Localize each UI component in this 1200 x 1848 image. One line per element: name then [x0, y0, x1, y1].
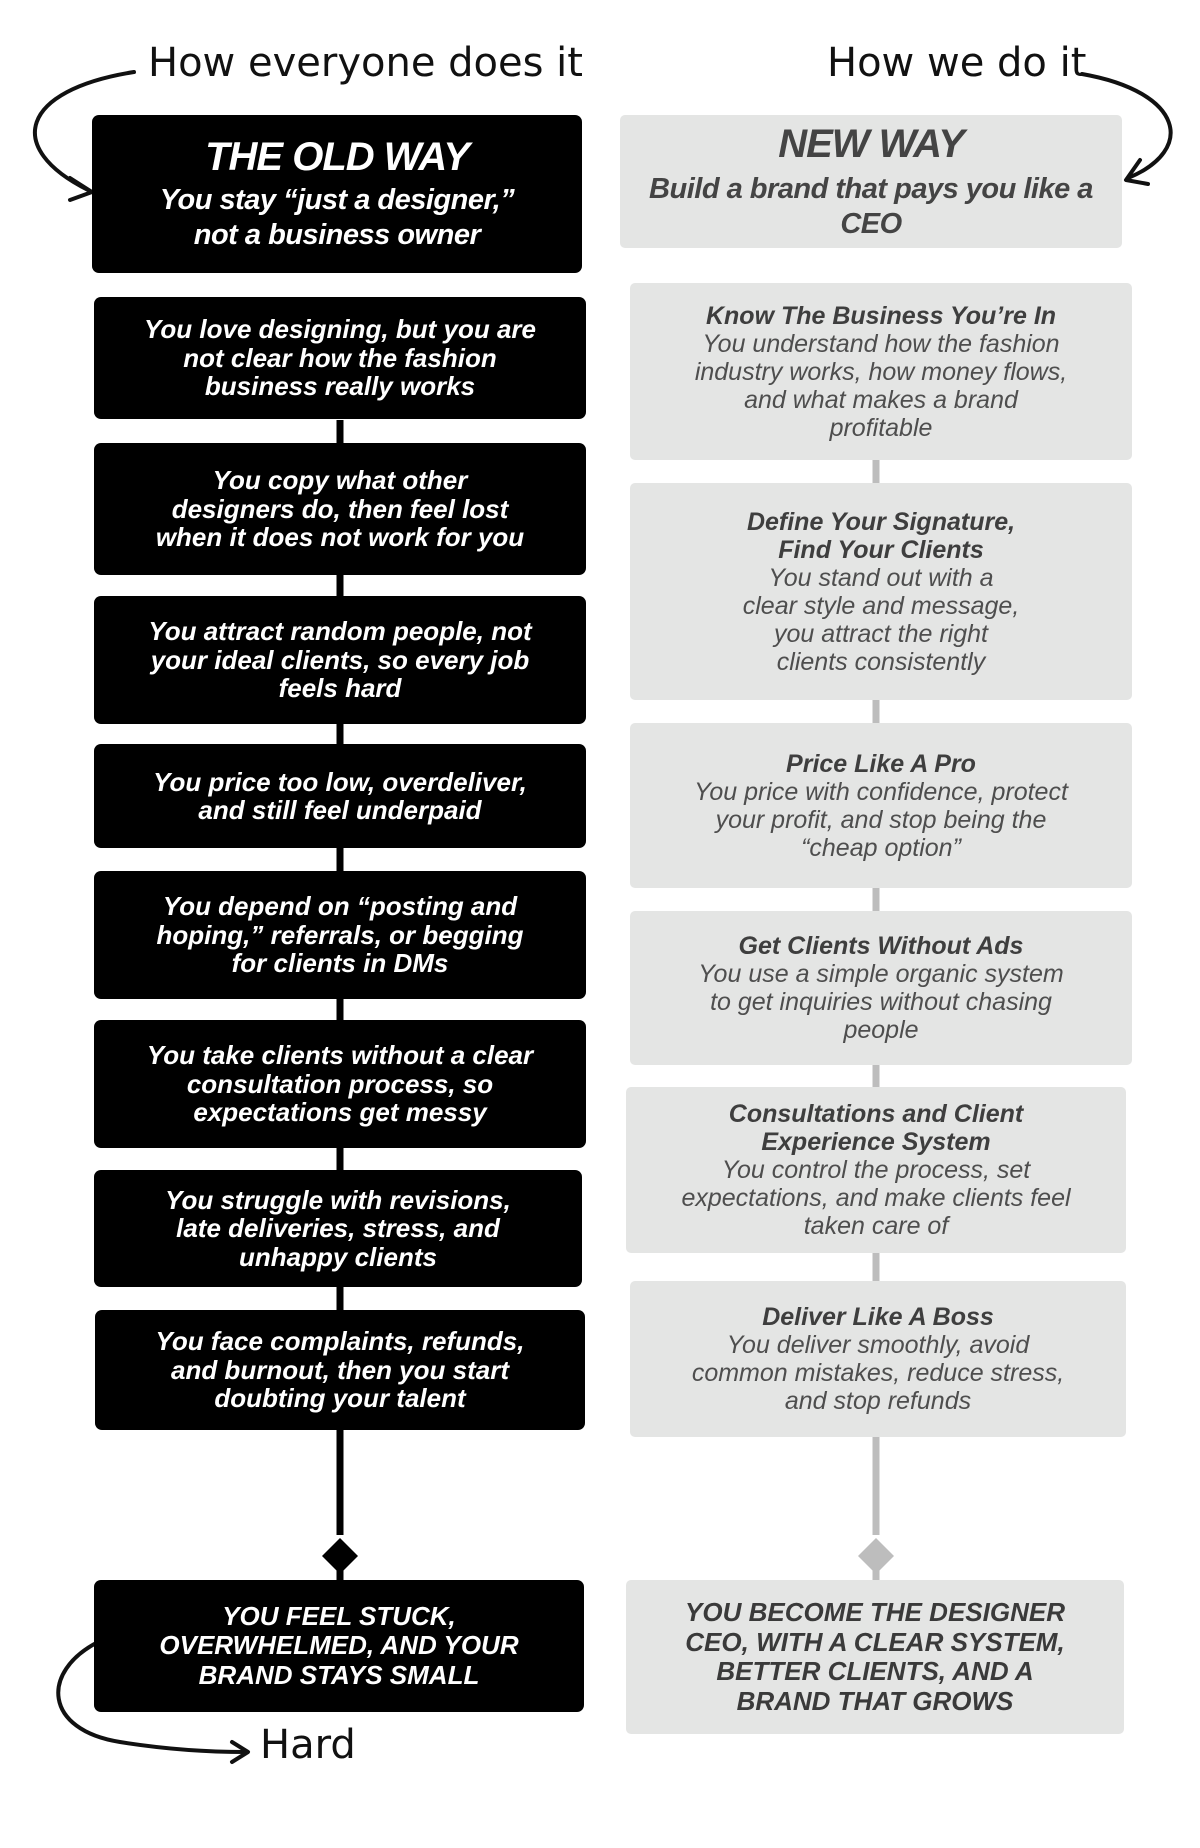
- arrowhead-left-icon: [70, 178, 92, 200]
- new-way-title: NEW WAY: [778, 121, 964, 166]
- new-way-step: [630, 283, 1132, 460]
- new-way-step-title: Consultations and Client Experience System: [728, 1100, 1024, 1156]
- new-way-step-desc: You understand how the fashion industry works, how money flows, and what makes a brand profitable: [694, 329, 1068, 442]
- label-how-we: How we do it: [827, 40, 1087, 86]
- old-way-subtitle: You stay “just a designer,” not a business owner: [159, 184, 515, 251]
- new-way-step-desc: You price with confidence, protect your profit, and stop being the “cheap option”: [694, 777, 1068, 862]
- new-way-step-desc: You stand out with a clear style and message, you attract the right clients consistently: [742, 563, 1020, 676]
- new-way-step-desc: You control the process, set expectations, and make clients feel taken care of: [681, 1156, 1071, 1240]
- new-way-step: [630, 723, 1132, 888]
- old-way-step: [94, 596, 586, 724]
- old-way-step-text: You attract random people, not your ideal clients, so every job feels hard: [148, 616, 532, 704]
- new-way-diamond: [858, 1538, 894, 1574]
- old-way-step: [94, 744, 586, 848]
- old-way-diamond: [322, 1538, 358, 1574]
- old-way-result-text: YOU FEEL STUCK, OVERWHELMED, AND YOUR BRAND STAYS SMALL: [159, 1600, 519, 1690]
- new-way-step-title: Know The Business You’re In: [705, 301, 1057, 330]
- old-way-step-text: You copy what other designers do, then feel lost when it does not work for you: [155, 465, 525, 553]
- old-way-step: [94, 1020, 586, 1148]
- old-way-step-text: You price too low, overdeliver, and still feel underpaid: [153, 766, 527, 825]
- new-way-step-title: Get Clients Without Ads: [738, 932, 1024, 960]
- new-way-step-desc: You use a simple organic system to get inquiries without chasing people: [698, 960, 1064, 1044]
- old-way-title: THE OLD WAY: [205, 135, 469, 180]
- new-way-subtitle: Build a brand that pays you like a CEO: [649, 172, 1093, 240]
- new-way-header: [620, 115, 1122, 248]
- old-way-result: [94, 1580, 584, 1712]
- new-way-step: [626, 1087, 1126, 1253]
- new-way-step: [630, 1281, 1126, 1437]
- old-way-step-text: You face complaints, refunds, and burnout, then you start doubting your talent: [155, 1326, 525, 1414]
- old-way-step-text: You struggle with revisions, late deliveries, stress, and unhappy clients: [165, 1184, 511, 1272]
- label-how-everyone: How everyone does it: [148, 40, 583, 86]
- old-way-step-text: You depend on “posting and hoping,” referrals, or begging for clients in DMs: [156, 891, 524, 979]
- new-way-step-title: Deliver Like A Boss: [762, 1303, 994, 1331]
- new-way-step-title: Price Like A Pro: [786, 749, 976, 778]
- old-way-step: [94, 871, 586, 999]
- old-way-step: [94, 443, 586, 575]
- old-way-header: [92, 115, 582, 273]
- label-hard: Hard: [260, 1722, 356, 1768]
- old-way-step: [94, 297, 586, 419]
- new-way-step: [630, 483, 1132, 700]
- new-way-result: [626, 1580, 1124, 1734]
- old-way-step: [94, 1170, 582, 1287]
- new-way-step-title: Define Your Signature, Find Your Clients: [746, 507, 1016, 564]
- new-way-result-text: YOU BECOME THE DESIGNER CEO, WITH A CLEAR SYSTEM, BETTER CLIENTS, AND A BRAND THAT GROWS: [685, 1597, 1065, 1716]
- new-way-step-desc: You deliver smoothly, avoid common mistakes, reduce stress, and stop refunds: [691, 1331, 1065, 1415]
- old-way-step-text: You love designing, but you are not clear how the fashion business really works: [144, 314, 536, 402]
- new-way-step: [630, 911, 1132, 1065]
- old-way-step-text: You take clients without a clear consultation process, so expectations get messy: [146, 1040, 534, 1128]
- old-way-step: [95, 1310, 585, 1430]
